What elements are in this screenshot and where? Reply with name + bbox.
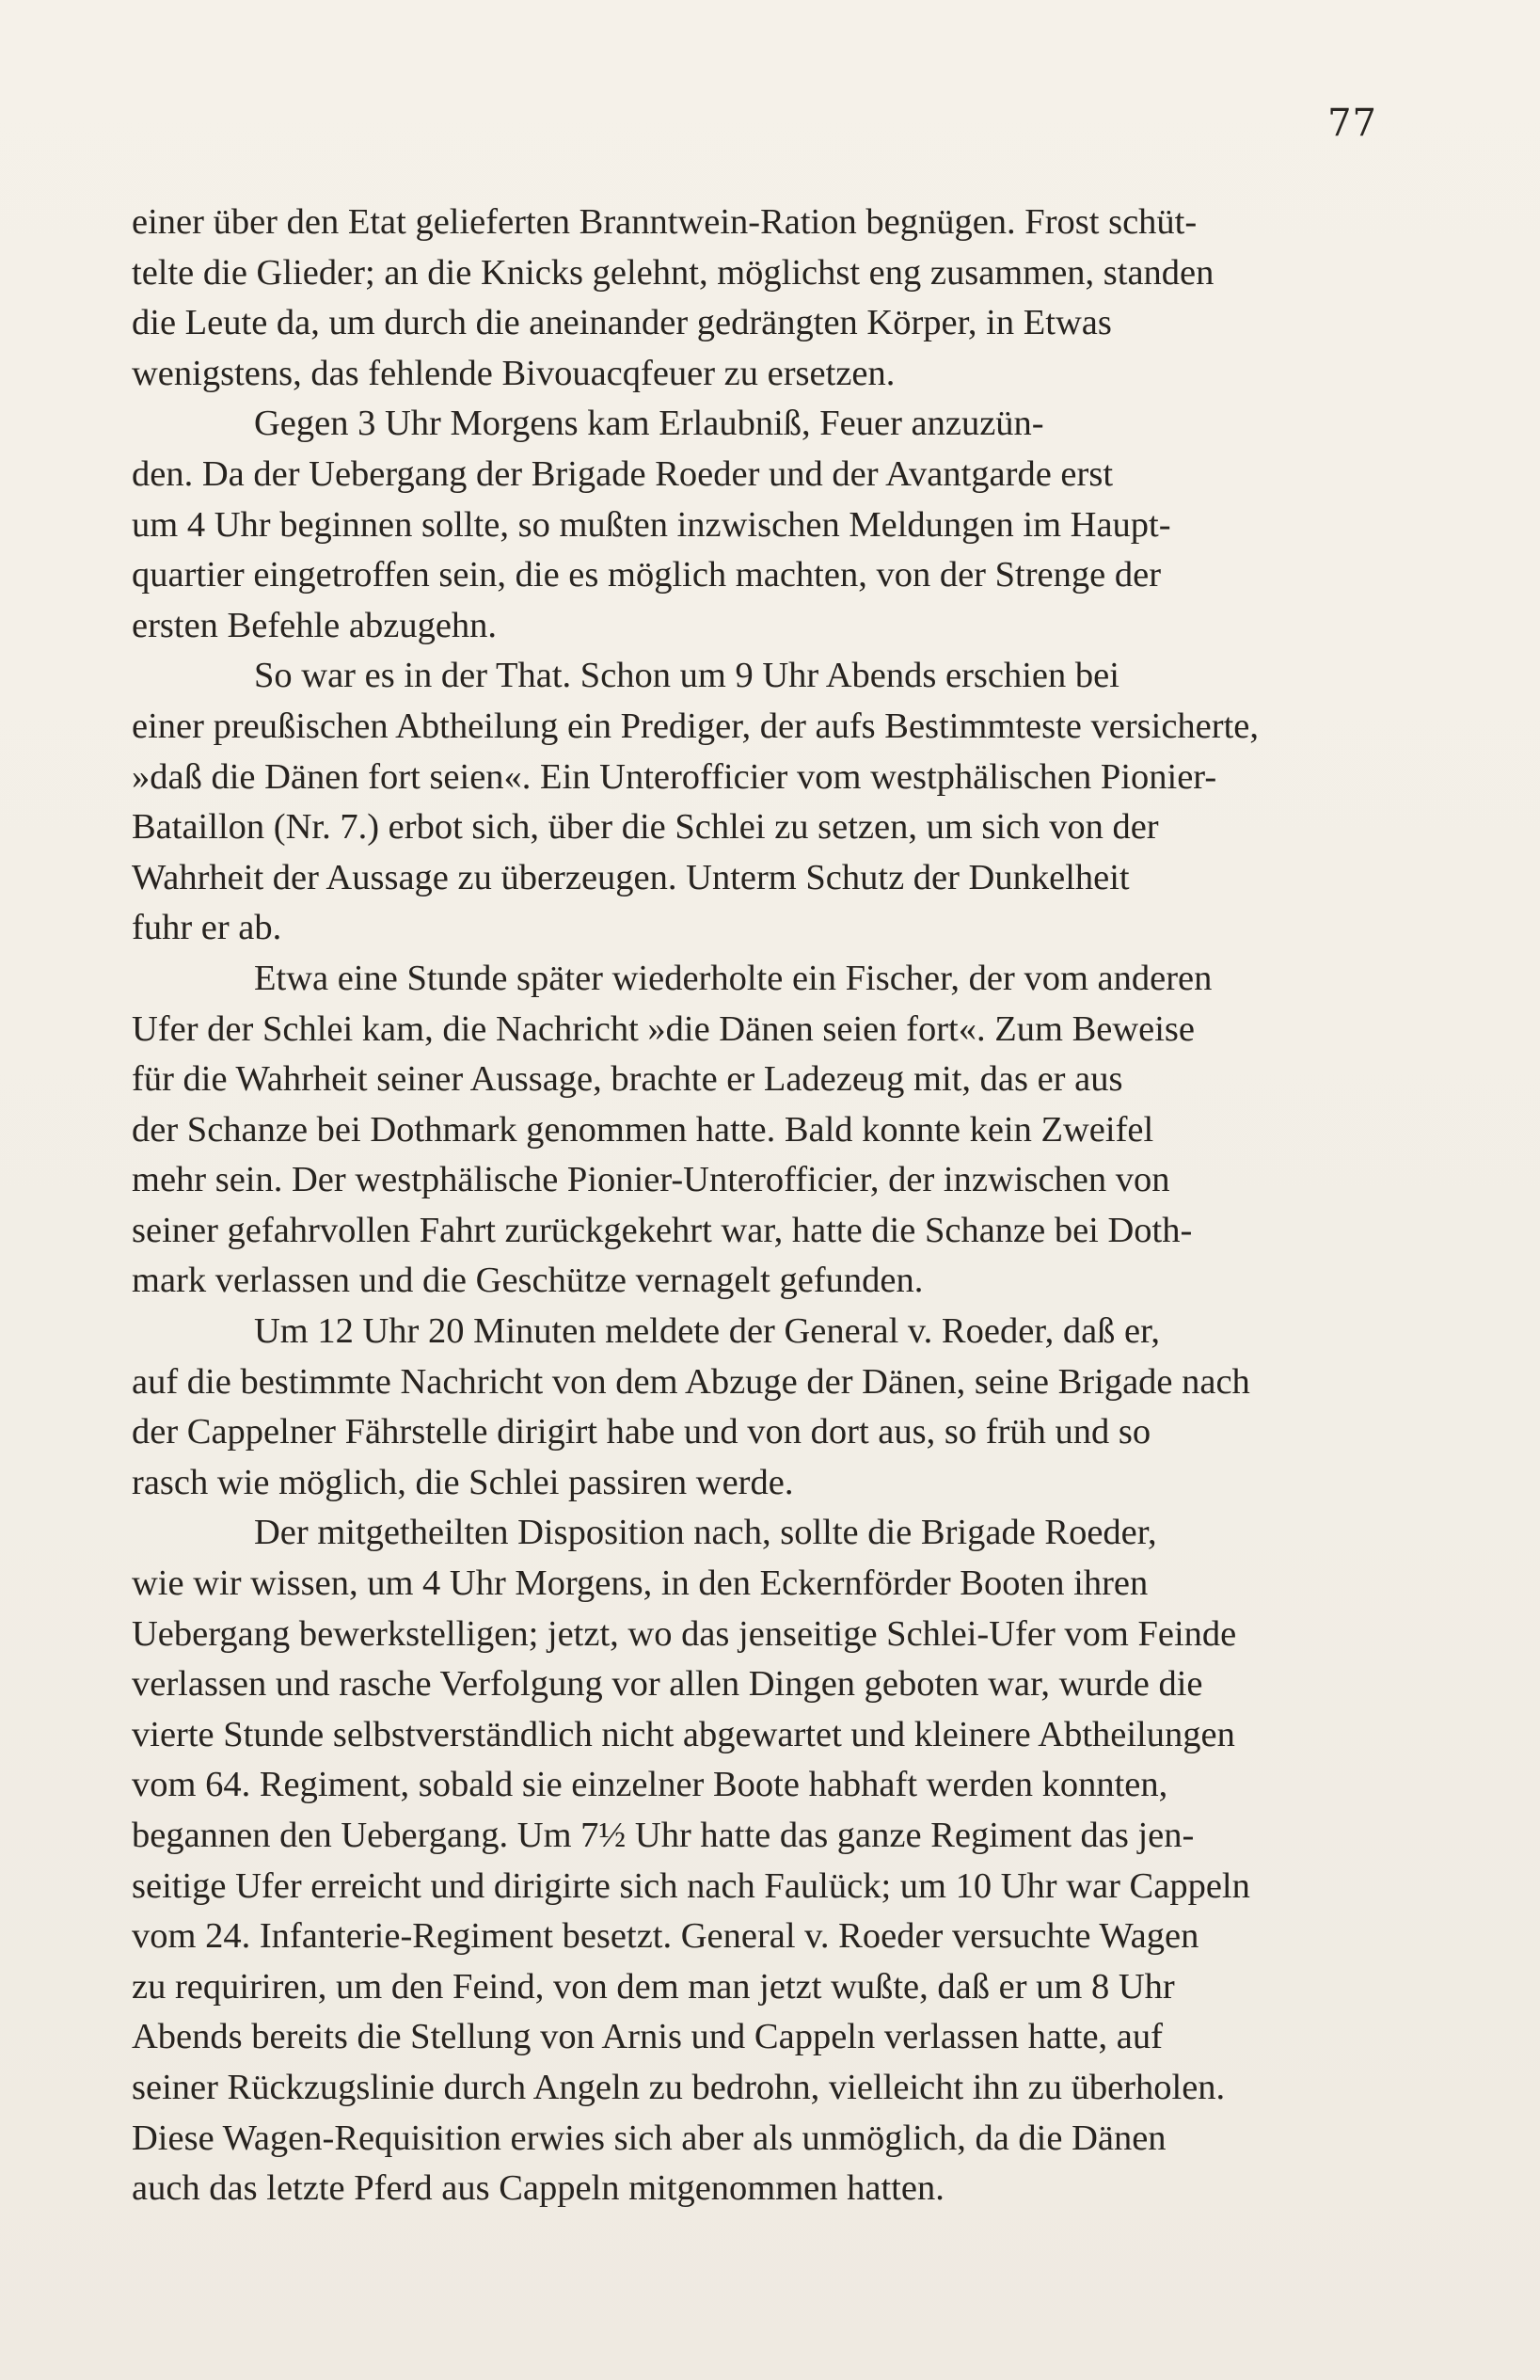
text-line <box>132 198 1366 248</box>
text-line <box>132 2114 1366 2165</box>
text-line <box>132 702 1366 753</box>
text-line <box>132 1710 1366 1761</box>
text-line-content: mehr sein. Der westphälische Pionier-Unterofficier, der inzwischen von <box>132 1160 1170 1200</box>
text-line-content: auf die bestimmte Nachricht von dem Abzuge der Dänen, seine Brigade nach <box>132 1361 1250 1402</box>
text-line-content: einer preußischen Abtheilung ein Prediger, der aufs Bestimmteste versicherte, <box>132 706 1259 746</box>
text-line-content: wie wir wissen, um 4 Uhr Morgens, in den Eckernförder Booten ihren <box>132 1563 1149 1604</box>
text-line <box>132 1256 1366 1307</box>
text-line-content: seiner gefahrvollen Fahrt zurückgekehrt war, hatte die Schanze bei Doth- <box>132 1210 1193 1250</box>
text-line-content: wenigstens, das fehlende Bivouacqfeuer zu ersetzen. <box>132 353 896 393</box>
text-line <box>132 1307 1366 1357</box>
text-line-content: Diese Wagen-Requisition erwies sich aber als unmöglich, da die Dänen <box>132 2118 1167 2158</box>
text-line <box>132 1458 1366 1509</box>
text-line <box>132 1912 1366 1962</box>
text-line-content: verlassen und rasche Verfolgung vor allen Dingen geboten war, wurde die <box>132 1664 1203 1705</box>
text-line-content: telte die Glieder; an die Knicks gelehnt, möglichst eng zusammen, standen <box>132 252 1215 293</box>
text-line <box>132 1962 1366 2013</box>
text-line <box>132 2164 1366 2214</box>
text-line <box>132 903 1366 954</box>
text-line-content: zu requiriren, um den Feind, von dem man jetzt wußte, daß er um 8 Uhr <box>132 1966 1175 2007</box>
text-line <box>132 1005 1366 1055</box>
text-line <box>132 1206 1366 1257</box>
text-line-content: Wahrheit der Aussage zu überzeugen. Unterm Schutz der Dunkelheit <box>132 857 1130 897</box>
text-line-content: begannen den Uebergang. Um 7½ Uhr hatte das ganze Regiment das jen- <box>132 1816 1195 1855</box>
text-line <box>132 1055 1366 1105</box>
text-line <box>132 2063 1366 2114</box>
text-line <box>132 500 1366 551</box>
text-line <box>132 248 1366 299</box>
text-line-content: seiner Rückzugslinie durch Angeln zu bedrohn, vielleicht ihn zu überholen. <box>132 2067 1226 2107</box>
text-line-content: seitige Ufer erreicht und dirigirte sich nach Faulück; um 10 Uhr war Cappeln <box>132 1865 1250 1906</box>
text-line <box>132 349 1366 400</box>
text-line <box>132 954 1366 1005</box>
text-line <box>132 1357 1366 1408</box>
text-line-content: Etwa eine Stunde später wiederholte ein Fischer, der vom anderen <box>254 958 1213 998</box>
text-line <box>132 1407 1366 1458</box>
text-line-content: rasch wie möglich, die Schlei passiren werde. <box>132 1462 794 1502</box>
text-line-content: Abends bereits die Stellung von Arnis und Cappeln verlassen hatte, auf <box>132 2017 1163 2057</box>
text-line <box>132 1811 1366 1862</box>
text-line-content: »daß die Dänen fort seien«. Ein Unterofficier vom westphälischen Pionier- <box>132 756 1217 797</box>
text-line-content: vierte Stunde selbstverständlich nicht abgewartet und kleinere Abtheilungen <box>132 1714 1235 1754</box>
text-line <box>132 399 1366 450</box>
text-line-content: fuhr er ab. <box>132 908 282 948</box>
text-line-content: den. Da der Uebergang der Brigade Roeder und der Avantgarde erst <box>132 453 1114 494</box>
text-line <box>132 1155 1366 1206</box>
text-line <box>132 298 1366 349</box>
text-line-content: für die Wahrheit seiner Aussage, brachte er Ladezeug mit, das er aus <box>132 1059 1123 1100</box>
text-line-content: die Leute da, um durch die aneinander gedrängten Körper, in Etwas <box>132 303 1112 343</box>
text-line-content: So war es in der That. Schon um 9 Uhr Abends erschien bei <box>254 656 1119 696</box>
text-line-content: Um 12 Uhr 20 Minuten meldete der General v. Roeder, daß er, <box>254 1311 1161 1352</box>
text-line <box>132 450 1366 500</box>
text-line-content: vom 24. Infanterie-Regiment besetzt. General v. Roeder versuchte Wagen <box>132 1916 1199 1957</box>
text-line <box>132 550 1366 601</box>
text-line <box>132 1610 1366 1660</box>
text-line <box>132 853 1366 904</box>
text-line <box>132 601 1366 652</box>
text-line-content: Der mitgetheilten Disposition nach, sollte die Brigade Roeder, <box>254 1513 1157 1553</box>
text-line-content: einer über den Etat gelieferten Branntwein-Ration begnügen. Frost schüt- <box>132 202 1198 242</box>
body-text <box>132 198 1366 2214</box>
text-line <box>132 2012 1366 2063</box>
text-line-content: Bataillon (Nr. 7.) erbot sich, über die Schlei zu setzen, um sich von der <box>132 807 1159 848</box>
text-line <box>132 802 1366 853</box>
text-line-content: mark verlassen und die Geschütze vernagelt gefunden. <box>132 1261 924 1301</box>
text-line <box>132 1862 1366 1912</box>
text-line <box>132 1559 1366 1610</box>
text-line-content: ersten Befehle abzugehn. <box>132 605 498 645</box>
text-line-content: Uebergang bewerkstelligen; jetzt, wo das jenseitige Schlei-Ufer vom Feinde <box>132 1613 1237 1654</box>
text-line-content: der Cappelner Fährstelle dirigirt habe und von dort aus, so früh und so <box>132 1412 1151 1452</box>
text-line-content: Gegen 3 Uhr Morgens kam Erlaubniß, Feuer anzuzün- <box>254 404 1044 444</box>
text-line <box>132 1105 1366 1156</box>
page-number: 77 <box>1327 102 1377 145</box>
text-line <box>132 651 1366 702</box>
text-line <box>132 1760 1366 1811</box>
text-line-content: Ufer der Schlei kam, die Nachricht »die Dänen seien fort«. Zum Beweise <box>132 1008 1195 1049</box>
text-line <box>132 1508 1366 1559</box>
text-line-content: vom 64. Regiment, sobald sie einzelner Boote habhaft werden konnten, <box>132 1765 1168 1805</box>
text-line <box>132 753 1366 803</box>
text-line <box>132 1659 1366 1710</box>
text-line-content: auch das letzte Pferd aus Cappeln mitgenommen hatten. <box>132 2168 945 2209</box>
text-line-content: quartier eingetroffen sein, die es möglich machten, von der Strenge der <box>132 555 1162 595</box>
text-line-content: um 4 Uhr beginnen sollte, so mußten inzwischen Meldungen im Haupt- <box>132 504 1171 545</box>
text-line-content: der Schanze bei Dothmark genommen hatte. Bald konnte kein Zweifel <box>132 1109 1154 1150</box>
